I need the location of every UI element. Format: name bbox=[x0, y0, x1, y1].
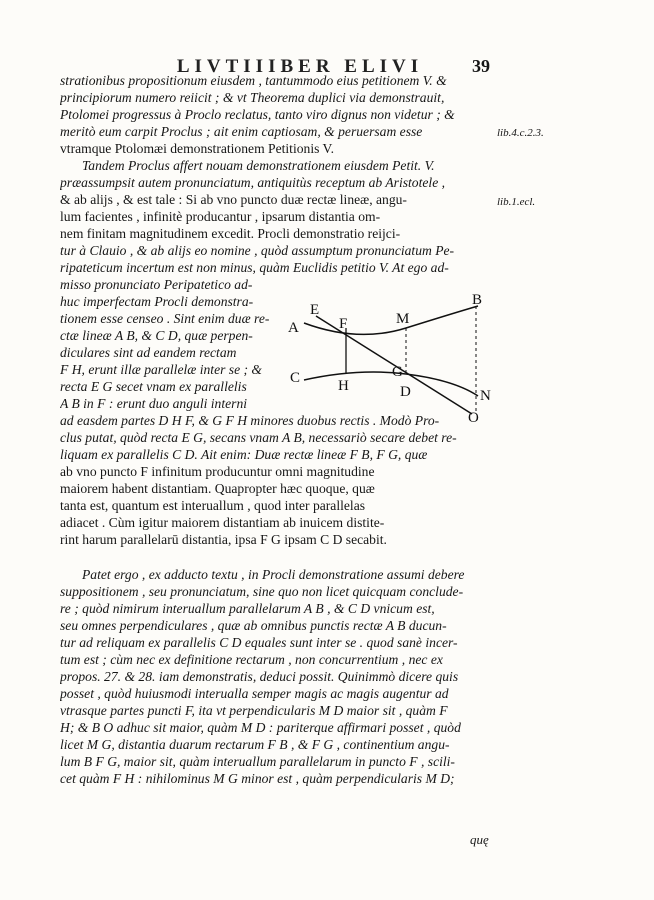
figure-label: B bbox=[472, 292, 483, 308]
text-line: huc imperfectam Procli demonstra- bbox=[60, 294, 254, 309]
text-line: liquam ex parallelis C D. Ait enim: Duæ rectæ lineæ F B, F G, quæ bbox=[60, 447, 428, 462]
text-line: Ptolomei progressus à Proclo reclatus, tanto viro dignus non videtur ; & bbox=[60, 107, 455, 122]
text-line: tionem esse censeo . Sint enim duæ re- bbox=[60, 311, 270, 326]
text-line: ab vno puncto F infinitum producuntur omni magnitudine bbox=[60, 464, 375, 479]
text-line: & ab alijs , & est tale : Si ab vno puncto duæ rectæ lineæ, angu- bbox=[60, 192, 407, 207]
text-line: adiacet . Cùm igitur maiorem distantiam ab inuicem distite- bbox=[60, 515, 385, 530]
figure-label: E bbox=[310, 302, 320, 318]
text-line: recta E G secet vnam ex parallelis bbox=[60, 379, 247, 394]
figure-label: O bbox=[468, 410, 479, 423]
figure-label: D bbox=[400, 384, 411, 400]
text-line: tanta est, quantum est interuallum , quod inter parallelas bbox=[60, 498, 366, 513]
text-line: misso pronunciato Peripatetico ad- bbox=[60, 277, 253, 292]
text-line: diculares sint ad eandem rectam bbox=[60, 345, 237, 360]
figure-label: G bbox=[392, 364, 403, 380]
text-line: meritò eum carpit Proclus ; ait enim captiosam, & peruersam esse bbox=[60, 124, 423, 139]
text-line: nem finitam magnitudinem excedit. Procli demonstratio reijci- bbox=[60, 226, 401, 241]
text-line: tur à Clauio , & ab alijs eo nomine , quòd assumptum pronunciatum Pe- bbox=[60, 243, 455, 258]
running-title: LIVTIIIBER ELIVI bbox=[176, 56, 424, 77]
figure-label: C bbox=[290, 370, 301, 386]
text-line: tum est ; cùm nec ex definitione rectarum , non concurrentium , nec ex bbox=[60, 652, 443, 667]
text-line: ripateticum incertum est non minus, quàm Euclidis petitio V. At ego ad- bbox=[60, 260, 449, 275]
page-number: 39 bbox=[472, 56, 490, 76]
figure-label: M bbox=[396, 311, 410, 327]
margin-note: lib.4.c.2.3. bbox=[497, 127, 544, 139]
figure-label: H bbox=[338, 378, 349, 394]
text-line: ctæ lineæ A B, & C D, quæ perpen- bbox=[60, 328, 253, 343]
text-line: strationibus propositionum eiusdem , tantummodo eius petitionem V. & bbox=[60, 73, 447, 88]
text-line: tur ad reliquam ex parallelis C D equales sunt inter se . quod sanè incer- bbox=[60, 635, 458, 650]
figure-label: N bbox=[480, 388, 491, 404]
text-line: clus putat, quòd recta E G, secans vnam A B, necessariò secare debet re- bbox=[60, 430, 457, 445]
text-line: vtrasque partes puncti F, ita vt perpendicularis M D maior sit , quàm F bbox=[60, 703, 448, 718]
figure-label: A bbox=[288, 320, 299, 336]
text-line: lum facientes , infinitè producantur , ipsarum distantia om- bbox=[60, 209, 381, 224]
text-line: propos. 27. & 28. iam demonstratis, deduci possit. Quinimmò dicere quis bbox=[60, 669, 459, 684]
text-line: licet M G, distantia duarum rectarum F B , & F G , continentium angu- bbox=[60, 737, 450, 752]
text-line: principiorum numero reiicit ; & vt Theorema duplici via demonstrauit, bbox=[60, 90, 445, 105]
text-line: re ; quòd nimirum interuallum parallelarum A B , & C D vnicum est, bbox=[60, 601, 435, 616]
margin-note: lib.1.ecl. bbox=[497, 196, 536, 208]
text-line: A B in F : erunt duo anguli interni bbox=[60, 396, 248, 411]
geometry-figure bbox=[288, 288, 498, 423]
text-line: Tandem Proclus affert nouam demonstrationem eiusdem Petit. V. bbox=[82, 158, 435, 173]
text-line: vtramque Ptolomæi demonstrationem Petitionis V. bbox=[60, 141, 335, 156]
text-line: seu omnes perpendiculares , quæ ab omnibus punctis rectæ A B ducun- bbox=[60, 618, 447, 633]
text-line: F H, erunt illæ parallelæ inter se ; & bbox=[60, 362, 263, 377]
figure-label: F bbox=[339, 316, 348, 332]
text-line: cet quàm F H : nihilominus M G minor est , quàm perpendicularis M D; bbox=[60, 771, 455, 786]
text-line: ad easdem partes D H F, & G F H minores duobus rectis . Modò Pro- bbox=[60, 413, 440, 428]
text-line: præassumpsit autem pronunciatum, antiquitùs receptum ab Aristotele , bbox=[60, 175, 446, 190]
parallel-line-cd bbox=[304, 372, 478, 396]
text-line: rint harum parallelarū distantia, ipsa F G ipsam C D secabit. bbox=[60, 532, 387, 547]
parallel-line-ab bbox=[304, 306, 478, 334]
text-line: posset , quòd huiusmodi interualla semper magis ac magis augentur ad bbox=[60, 686, 449, 701]
catchword: quę bbox=[470, 832, 489, 847]
text-line: Patet ergo , ex adducto textu , in Procli demonstratione assumi debere bbox=[82, 567, 465, 582]
text-line: lum B F G, maior sit, quàm interuallum parallelarum in puncto F , scili- bbox=[60, 754, 455, 769]
text-line: H; & B O adhuc sit maior, quàm M D : pariterque affirmari posset , quòd bbox=[60, 720, 461, 735]
text-line: maiorem habent distantiam. Quapropter hæc quoque, quæ bbox=[60, 481, 375, 496]
text-line: suppositionem , seu pronunciatum, sine quo non licet quicquam conclude- bbox=[60, 584, 464, 599]
